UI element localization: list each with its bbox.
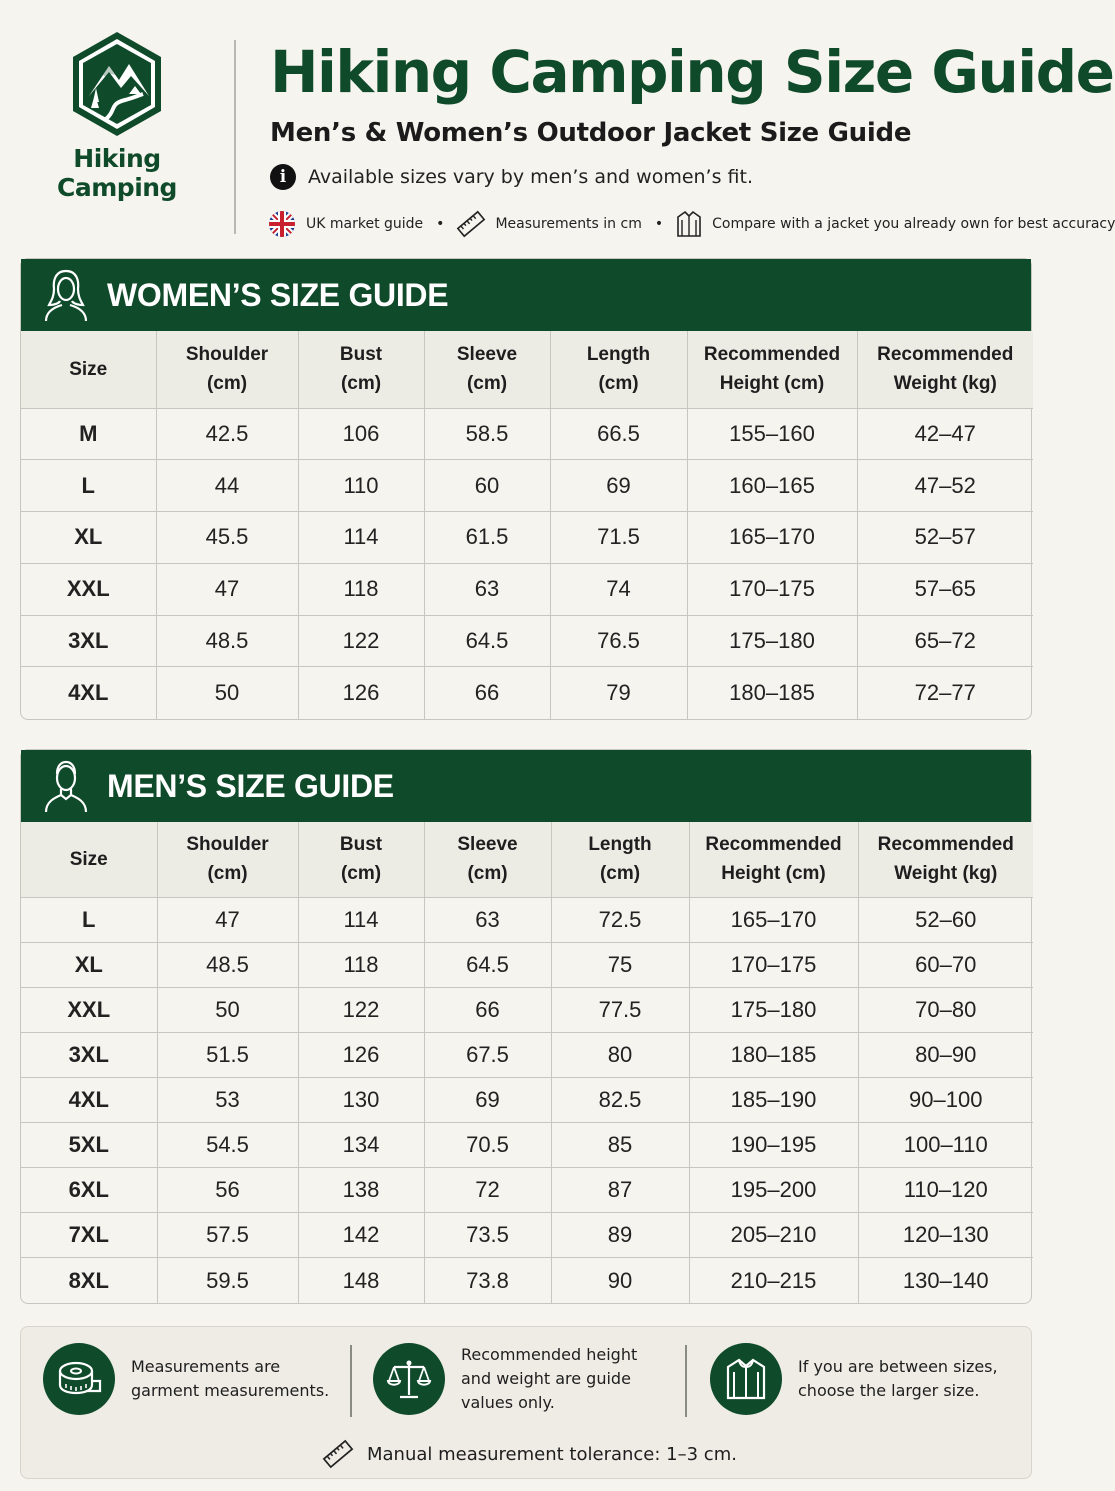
value-cell: 76.5 — [550, 615, 687, 667]
value-cell: 130–140 — [902, 1267, 989, 1293]
value-cell: 54.5 — [157, 1122, 298, 1167]
size-cell: XL — [21, 942, 157, 987]
value-cell: 185–190 — [689, 1077, 858, 1122]
column-header-line: (cm) — [467, 863, 508, 885]
women-size-panel — [20, 258, 1032, 720]
column-header-line: Size — [69, 848, 108, 870]
header-row — [21, 822, 1033, 897]
value-cell: 148 — [298, 1258, 424, 1303]
value-cell: 56 — [157, 1168, 298, 1213]
value-cell: 74 — [550, 563, 687, 615]
column-header-line: (cm) — [466, 373, 508, 395]
note-divider — [350, 1345, 352, 1417]
column-header-line: Length — [586, 344, 651, 366]
value-cell: 60–70 — [858, 942, 1033, 987]
value-cell: 110–120 — [858, 1168, 1033, 1213]
men-table-head — [21, 822, 1033, 897]
value-cell: 73.8 — [424, 1258, 551, 1303]
value-cell: 52–60 — [858, 897, 1033, 942]
meta-uk — [268, 210, 423, 238]
value-cell: 138 — [298, 1168, 424, 1213]
women-size-table — [21, 331, 1033, 719]
column-header — [689, 822, 858, 897]
value-cell: 80–90 — [858, 1032, 1033, 1077]
column-header-line: Height (cm) — [719, 373, 825, 395]
size-cell: 4XL — [21, 667, 156, 719]
size-cell: 6XL — [21, 1168, 157, 1213]
column-header — [550, 331, 687, 408]
table-row — [21, 897, 1033, 942]
value-cell: 57.5 — [157, 1213, 298, 1258]
value-cell: 155–160 — [687, 408, 857, 460]
column-header — [21, 331, 156, 408]
mountain-logo-icon — [69, 30, 165, 138]
value-cell: 100–110 — [858, 1122, 1033, 1167]
page-subtitle: Men’s & Women’s Outdoor Jacket Size Guide — [270, 118, 912, 148]
value-cell: 42.5 — [156, 408, 298, 460]
ruler-icon — [323, 1439, 353, 1469]
size-cell: 3XL — [21, 615, 156, 667]
table-row — [21, 987, 1033, 1032]
note-line: choose the larger size. — [798, 1381, 980, 1400]
tolerance-line — [323, 1439, 737, 1469]
value-cell: 53 — [157, 1077, 298, 1122]
page-title: Hiking Camping Size Guide — [270, 38, 1114, 106]
column-header-line: (cm) — [599, 863, 641, 885]
meta-ruler — [457, 210, 641, 238]
value-cell: 69 — [550, 460, 687, 512]
value-cell: 89 — [551, 1213, 689, 1258]
value-cell: 114 — [298, 512, 424, 564]
note-line: values only. — [461, 1393, 555, 1412]
value-cell: 87 — [551, 1168, 689, 1213]
value-cell: 80 — [551, 1032, 689, 1077]
meta-jacket-text: Compare with a jacket you already own for best accuracy — [712, 216, 1115, 232]
value-cell: 170–175 — [687, 563, 857, 615]
column-header-line: (cm) — [206, 373, 248, 395]
note-garment-text — [131, 1355, 329, 1403]
column-header-line: Sleeve — [456, 344, 518, 366]
column-header — [858, 822, 1033, 897]
meta-separator: • — [436, 216, 445, 232]
tolerance-text: Manual measurement tolerance: 1–3 cm. — [367, 1443, 737, 1465]
value-cell: 126 — [298, 1032, 424, 1077]
column-header-line: Sleeve — [457, 834, 518, 856]
header-row — [21, 331, 1033, 408]
column-header-line: Weight (kg) — [893, 373, 997, 395]
men-panel-header — [21, 750, 1031, 822]
value-cell: 63 — [424, 563, 550, 615]
note-circle — [710, 1343, 782, 1415]
value-cell: 58.5 — [424, 408, 550, 460]
meta-separator: • — [654, 216, 664, 232]
value-cell: 73.5 — [424, 1213, 551, 1258]
value-cell: 71.5 — [550, 512, 687, 564]
men-panel-title: MEN’S SIZE GUIDE — [107, 767, 394, 804]
value-cell: 106 — [298, 408, 424, 460]
woman-icon — [41, 267, 91, 323]
column-header-line: Size — [69, 358, 108, 380]
size-cell: 5XL — [21, 1122, 157, 1167]
value-cell: 64.5 — [424, 942, 551, 987]
meta-ruler-text: Measurements in cm — [495, 216, 642, 232]
table-row — [21, 512, 1033, 564]
column-header — [857, 331, 1033, 408]
value-cell: 205–210 — [689, 1213, 858, 1258]
column-header — [156, 331, 298, 408]
value-cell: 170–175 — [689, 942, 858, 987]
value-cell: 64.5 — [424, 615, 550, 667]
value-cell: 72.5 — [551, 897, 689, 942]
man-icon — [41, 758, 91, 814]
meta-line — [268, 210, 1115, 238]
value-cell: 118 — [298, 563, 424, 615]
table-row — [21, 667, 1033, 719]
men-size-table — [21, 822, 1033, 1303]
note-line: and weight are guide — [461, 1369, 631, 1388]
column-header — [298, 331, 424, 408]
value-cell: 72 — [424, 1168, 551, 1213]
table-row — [21, 1032, 1033, 1077]
size-cell: L — [21, 460, 156, 512]
jacket-icon — [676, 210, 702, 238]
meta-uk-text: UK market guide — [306, 216, 424, 232]
women-table-head — [21, 331, 1033, 408]
value-cell: 190–195 — [689, 1122, 858, 1167]
value-cell: 165–170 — [689, 897, 858, 942]
ruler-icon — [457, 210, 485, 238]
column-header-line: Length — [588, 834, 652, 856]
value-cell: 48.5 — [156, 615, 298, 667]
value-cell: 90–100 — [858, 1077, 1033, 1122]
women-panel-header — [21, 259, 1031, 331]
column-header — [687, 331, 857, 408]
column-header-line: (cm) — [340, 863, 382, 885]
brand-name: Hiking Camping — [57, 144, 177, 202]
value-cell: 50 — [157, 987, 298, 1032]
size-cell: 4XL — [21, 1077, 157, 1122]
value-cell: 48.5 — [157, 942, 298, 987]
column-header-line: Weight (kg) — [894, 863, 998, 885]
value-cell: 120–130 — [858, 1213, 1033, 1258]
size-cell: 8XL — [21, 1258, 157, 1303]
value-cell: 85 — [551, 1122, 689, 1167]
value-cell: 47 — [157, 897, 298, 942]
table-row — [21, 563, 1033, 615]
value-cell: 47 — [156, 563, 298, 615]
table-row — [21, 1213, 1033, 1258]
value-cell: 160–165 — [687, 460, 857, 512]
column-header-line: Recommended — [877, 834, 1014, 856]
value-cell: 180–185 — [687, 667, 857, 719]
value-cell: 50 — [156, 667, 298, 719]
value-cell: 59.5 — [157, 1258, 298, 1303]
value-cell: 114 — [298, 897, 424, 942]
value-cell: 66 — [424, 667, 550, 719]
value-cell: 82.5 — [551, 1077, 689, 1122]
value-cell: 118 — [298, 942, 424, 987]
info-line — [270, 164, 753, 190]
value-cell: 51.5 — [157, 1032, 298, 1077]
column-header-line: Recommended — [877, 344, 1014, 366]
brand-logo — [22, 30, 212, 202]
note-line: Recommended height — [461, 1345, 638, 1364]
value-cell: 126 — [298, 667, 424, 719]
column-header-line: Recommended — [703, 344, 841, 366]
size-cell: XXL — [21, 987, 157, 1032]
column-header — [21, 822, 157, 897]
value-cell: 45.5 — [156, 512, 298, 564]
note-guide-text — [461, 1343, 637, 1415]
size-cell: 3XL — [21, 1032, 157, 1077]
size-cell: XL — [21, 512, 156, 564]
note-line: garment measurements. — [131, 1381, 330, 1400]
column-header-line: Shoulder — [185, 344, 269, 366]
note-divider — [685, 1345, 687, 1417]
table-row — [21, 942, 1033, 987]
value-cell: 122 — [298, 987, 424, 1032]
value-cell: 110 — [298, 460, 424, 512]
info-icon: i — [270, 164, 296, 190]
value-cell: 65–72 — [857, 615, 1033, 667]
value-cell: 67.5 — [424, 1032, 551, 1077]
note-line: Measurements are — [131, 1357, 281, 1376]
tape-measure-icon — [56, 1359, 102, 1399]
value-cell: 180–185 — [689, 1032, 858, 1077]
value-cell: 61.5 — [424, 512, 550, 564]
column-header-line: Bust — [339, 834, 383, 856]
value-cell: 175–180 — [689, 987, 858, 1032]
meta-jacket — [676, 210, 1115, 238]
value-cell: 72–77 — [914, 680, 976, 706]
value-cell: 57–65 — [857, 563, 1033, 615]
column-header-line: Bust — [339, 344, 383, 366]
size-cell: M — [21, 408, 156, 460]
value-cell: 134 — [298, 1122, 424, 1167]
value-cell: 63 — [424, 897, 551, 942]
column-header — [424, 331, 550, 408]
note-circle — [43, 1343, 115, 1415]
value-cell: 52–57 — [857, 512, 1033, 564]
value-cell: 44 — [156, 460, 298, 512]
table-row — [21, 460, 1033, 512]
notes-panel — [20, 1326, 1032, 1479]
table-row — [21, 615, 1033, 667]
women-panel-title: WOMEN’S SIZE GUIDE — [107, 276, 449, 313]
size-cell: L — [21, 897, 157, 942]
column-header-line: Recommended — [705, 834, 842, 856]
value-cell: 79 — [550, 667, 687, 719]
value-cell: 165–170 — [687, 512, 857, 564]
value-cell: 70–80 — [858, 987, 1033, 1032]
scale-icon — [386, 1357, 432, 1401]
note-garment — [43, 1343, 329, 1415]
table-row — [21, 1168, 1033, 1213]
value-cell: 69 — [424, 1077, 551, 1122]
value-cell: 210–215 — [689, 1258, 858, 1303]
uk-flag-icon — [268, 210, 296, 238]
value-cell: 66 — [424, 987, 551, 1032]
column-header-line: Height (cm) — [721, 863, 826, 885]
info-text: Available sizes vary by men’s and women’s fit. — [308, 166, 753, 188]
note-line: If you are between sizes, — [798, 1357, 998, 1376]
note-guide-values — [373, 1343, 637, 1415]
value-cell: 47–52 — [857, 460, 1033, 512]
size-cell: 7XL — [21, 1213, 157, 1258]
table-row — [21, 1258, 1033, 1303]
value-cell: 130 — [298, 1077, 424, 1122]
value-cell: 195–200 — [689, 1168, 858, 1213]
table-row — [21, 408, 1033, 460]
value-cell: 77.5 — [551, 987, 689, 1032]
women-table-body — [21, 408, 1033, 719]
men-size-panel — [20, 749, 1032, 1304]
column-header — [424, 822, 551, 897]
note-between-text — [798, 1355, 998, 1403]
note-circle — [373, 1343, 445, 1415]
value-cell: 42–47 — [857, 408, 1033, 460]
column-header-line: (cm) — [207, 863, 248, 885]
column-header — [298, 822, 424, 897]
table-row — [21, 1077, 1033, 1122]
value-cell: 70.5 — [424, 1122, 551, 1167]
column-header-line: (cm) — [598, 373, 639, 395]
value-cell: 66.5 — [550, 408, 687, 460]
column-header — [157, 822, 298, 897]
size-cell: XXL — [21, 563, 156, 615]
value-cell: 60 — [424, 460, 550, 512]
note-between-sizes — [710, 1343, 998, 1415]
value-cell: 90 — [551, 1258, 689, 1303]
table-row — [21, 1122, 1033, 1167]
column-header — [551, 822, 689, 897]
value-cell: 142 — [298, 1213, 424, 1258]
value-cell: 122 — [298, 615, 424, 667]
value-cell: 75 — [551, 942, 689, 987]
column-header-line: (cm) — [340, 373, 382, 395]
column-header-line: Shoulder — [186, 834, 269, 856]
jacket-icon — [724, 1356, 768, 1402]
men-table-body — [21, 897, 1033, 1303]
header-divider — [234, 40, 236, 234]
value-cell: 175–180 — [687, 615, 857, 667]
